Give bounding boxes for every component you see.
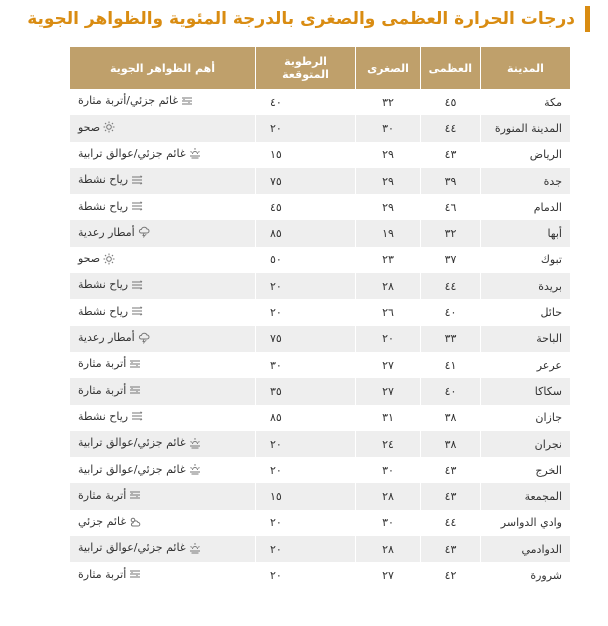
max-temp-cell: ٤٠ [420, 378, 480, 404]
min-temp-cell: ٣٢ [355, 89, 420, 115]
min-temp-cell: ٢٧ [355, 352, 420, 378]
table-row [70, 405, 570, 431]
wind-icon [131, 279, 143, 291]
city-cell: أبها [480, 220, 570, 246]
table-row [70, 378, 570, 404]
weather-text: رياح نشطة [78, 199, 129, 213]
thunder-rain-icon [138, 226, 150, 238]
weather-cell [70, 378, 255, 404]
table-row [70, 194, 570, 220]
humidity-cell: ٨٥ [255, 405, 355, 431]
weather-phenomenon [78, 200, 143, 213]
city-cell: مكة [480, 89, 570, 115]
humidity-cell: ١٥ [255, 483, 355, 509]
weather-phenomenon [78, 147, 201, 160]
dust-icon [181, 95, 193, 107]
max-temp-cell: ٤١ [420, 352, 480, 378]
partly-cloudy-icon [129, 516, 141, 528]
table-row [70, 483, 570, 509]
city-cell: شرورة [480, 562, 570, 588]
min-temp-cell: ٣١ [355, 405, 420, 431]
weather-text: غائم جزئي [78, 515, 127, 529]
dust-icon [129, 358, 141, 370]
weather-phenomenon [78, 384, 141, 397]
city-cell: نجران [480, 431, 570, 457]
sun-haze-icon [189, 147, 201, 159]
weather-text: أتربة مثارة [78, 567, 127, 581]
humidity-cell: ٧٥ [255, 168, 355, 194]
weather-phenomenon [78, 331, 150, 344]
table-row [70, 299, 570, 325]
weather-phenomenon [78, 226, 150, 239]
city-cell: الباحة [480, 326, 570, 352]
table-row [70, 89, 570, 115]
max-temp-cell: ٤٠ [420, 299, 480, 325]
city-cell: جازان [480, 405, 570, 431]
min-temp-cell: ٢٧ [355, 378, 420, 404]
weather-cell [70, 194, 255, 220]
max-temp-cell: ٣٣ [420, 326, 480, 352]
max-temp-cell: ٤٥ [420, 89, 480, 115]
city-cell: وادي الدواسر [480, 510, 570, 536]
weather-phenomenon [78, 252, 115, 265]
weather-cell [70, 299, 255, 325]
table-row [70, 510, 570, 536]
weather-cell [70, 326, 255, 352]
thunder-rain-icon [138, 332, 150, 344]
weather-text: غائم جزئي/أتربة مثارة [78, 94, 179, 108]
weather-text: أتربة مثارة [78, 383, 127, 397]
city-cell: سكاكا [480, 378, 570, 404]
min-temp-cell: ٢٩ [355, 194, 420, 220]
table-row [70, 220, 570, 246]
weather-text: غائم جزئي/عوالق ترابية [78, 541, 186, 555]
humidity-cell: ٣٥ [255, 378, 355, 404]
weather-text: غائم جزئي/عوالق ترابية [78, 462, 186, 476]
weather-text: غائم جزئي/عوالق ترابية [78, 146, 186, 160]
weather-phenomenon [78, 568, 141, 581]
sun-haze-icon [189, 437, 201, 449]
weather-cell [70, 405, 255, 431]
city-cell: عرعر [480, 352, 570, 378]
table-body [70, 89, 570, 589]
weather-phenomenon [78, 541, 201, 554]
min-temp-cell: ٣٠ [355, 510, 420, 536]
min-temp-cell: ٢٨ [355, 273, 420, 299]
humidity-cell: ٤٠ [255, 89, 355, 115]
max-temp-cell: ٤٣ [420, 536, 480, 562]
weather-text: أمطار رعدية [78, 225, 135, 239]
weather-text: أتربة مثارة [78, 357, 127, 371]
city-cell: حائل [480, 299, 570, 325]
wind-icon [131, 200, 143, 212]
humidity-cell: ٧٥ [255, 326, 355, 352]
weather-cell [70, 352, 255, 378]
weather-phenomenon [78, 121, 115, 134]
min-temp-cell: ٣٠ [355, 115, 420, 141]
weather-phenomenon [78, 278, 143, 291]
max-temp-cell: ٤٢ [420, 562, 480, 588]
max-temp-cell: ٣٩ [420, 168, 480, 194]
table-row [70, 562, 570, 588]
table-row [70, 326, 570, 352]
max-temp-cell: ٤٦ [420, 194, 480, 220]
sun-icon [103, 253, 115, 265]
weather-phenomenon [78, 463, 201, 476]
table-row [70, 168, 570, 194]
header-min: الصغرى [355, 47, 420, 89]
weather-cell [70, 431, 255, 457]
city-cell: الدمام [480, 194, 570, 220]
weather-cell [70, 89, 255, 115]
max-temp-cell: ٣٨ [420, 405, 480, 431]
humidity-cell: ٢٠ [255, 273, 355, 299]
min-temp-cell: ٢٩ [355, 168, 420, 194]
city-cell: الخرج [480, 457, 570, 483]
city-cell: المدينة المنورة [480, 115, 570, 141]
humidity-cell: ١٥ [255, 142, 355, 168]
weather-cell [70, 115, 255, 141]
table-row [70, 247, 570, 273]
min-temp-cell: ٢٩ [355, 142, 420, 168]
weather-cell [70, 273, 255, 299]
humidity-cell: ٢٠ [255, 457, 355, 483]
weather-cell [70, 483, 255, 509]
min-temp-cell: ٢٨ [355, 536, 420, 562]
humidity-cell: ٥٠ [255, 247, 355, 273]
wind-icon [131, 410, 143, 422]
weather-cell [70, 562, 255, 588]
max-temp-cell: ٤٤ [420, 510, 480, 536]
weather-text: غائم جزئي/عوالق ترابية [78, 436, 186, 450]
city-cell: الدوادمي [480, 536, 570, 562]
weather-text: صحو [78, 252, 101, 266]
weather-cell [70, 510, 255, 536]
weather-text: رياح نشطة [78, 409, 129, 423]
min-temp-cell: ٢٣ [355, 247, 420, 273]
max-temp-cell: ٣٨ [420, 431, 480, 457]
humidity-cell: ٢٠ [255, 536, 355, 562]
weather-cell [70, 142, 255, 168]
city-cell: جدة [480, 168, 570, 194]
weather-cell [70, 220, 255, 246]
table-row [70, 115, 570, 141]
weather-cell [70, 536, 255, 562]
page-header [27, 6, 590, 32]
weather-phenomenon [78, 489, 141, 502]
header-weather: أهم الظواهر الجوية [70, 47, 255, 89]
weather-cell [70, 457, 255, 483]
title-accent-bar [585, 6, 590, 32]
humidity-cell: ٢٠ [255, 510, 355, 536]
city-cell: الرياض [480, 142, 570, 168]
weather-phenomenon [78, 357, 141, 370]
dust-icon [129, 384, 141, 396]
header-humidity: الرطوبة المتوقعة [255, 47, 355, 89]
min-temp-cell: ٢٦ [355, 299, 420, 325]
min-temp-cell: ٢٠ [355, 326, 420, 352]
dust-icon [129, 489, 141, 501]
weather-text: رياح نشطة [78, 173, 129, 187]
weather-table [70, 47, 570, 589]
table-row [70, 142, 570, 168]
sun-haze-icon [189, 542, 201, 554]
weather-cell [70, 168, 255, 194]
header-city: المدينة [480, 47, 570, 89]
humidity-cell: ٢٠ [255, 431, 355, 457]
table-row [70, 273, 570, 299]
city-cell: بريدة [480, 273, 570, 299]
weather-text: صحو [78, 120, 101, 134]
min-temp-cell: ٢٨ [355, 483, 420, 509]
humidity-cell: ٢٠ [255, 299, 355, 325]
weather-text: أتربة مثارة [78, 488, 127, 502]
wind-icon [131, 305, 143, 317]
sun-icon [103, 121, 115, 133]
weather-phenomenon [78, 515, 141, 528]
weather-phenomenon [78, 94, 193, 107]
table-row [70, 536, 570, 562]
city-cell: تبوك [480, 247, 570, 273]
max-temp-cell: ٤٣ [420, 483, 480, 509]
humidity-cell: ٢٠ [255, 115, 355, 141]
max-temp-cell: ٤٣ [420, 142, 480, 168]
min-temp-cell: ٣٠ [355, 457, 420, 483]
humidity-cell: ٤٥ [255, 194, 355, 220]
max-temp-cell: ٣٢ [420, 220, 480, 246]
weather-phenomenon [78, 173, 143, 186]
max-temp-cell: ٣٧ [420, 247, 480, 273]
weather-phenomenon [78, 410, 143, 423]
min-temp-cell: ٢٧ [355, 562, 420, 588]
city-cell: المجمعة [480, 483, 570, 509]
weather-phenomenon [78, 305, 143, 318]
table-row [70, 457, 570, 483]
min-temp-cell: ٢٤ [355, 431, 420, 457]
max-temp-cell: ٤٤ [420, 273, 480, 299]
table-header-row [70, 47, 570, 89]
humidity-cell: ٢٠ [255, 562, 355, 588]
weather-text: أمطار رعدية [78, 331, 135, 345]
weather-cell [70, 247, 255, 273]
table-row [70, 431, 570, 457]
weather-text: رياح نشطة [78, 304, 129, 318]
min-temp-cell: ١٩ [355, 220, 420, 246]
wind-icon [131, 174, 143, 186]
header-max: العظمى [420, 47, 480, 89]
max-temp-cell: ٤٤ [420, 115, 480, 141]
dust-icon [129, 568, 141, 580]
humidity-cell: ٣٠ [255, 352, 355, 378]
humidity-cell: ٨٥ [255, 220, 355, 246]
max-temp-cell: ٤٣ [420, 457, 480, 483]
page-title: درجات الحرارة العظمى والصغرى بالدرجة المئوية والظواهر الجوية [27, 9, 575, 29]
table-row [70, 352, 570, 378]
sun-haze-icon [189, 463, 201, 475]
weather-text: رياح نشطة [78, 278, 129, 292]
weather-phenomenon [78, 436, 201, 449]
